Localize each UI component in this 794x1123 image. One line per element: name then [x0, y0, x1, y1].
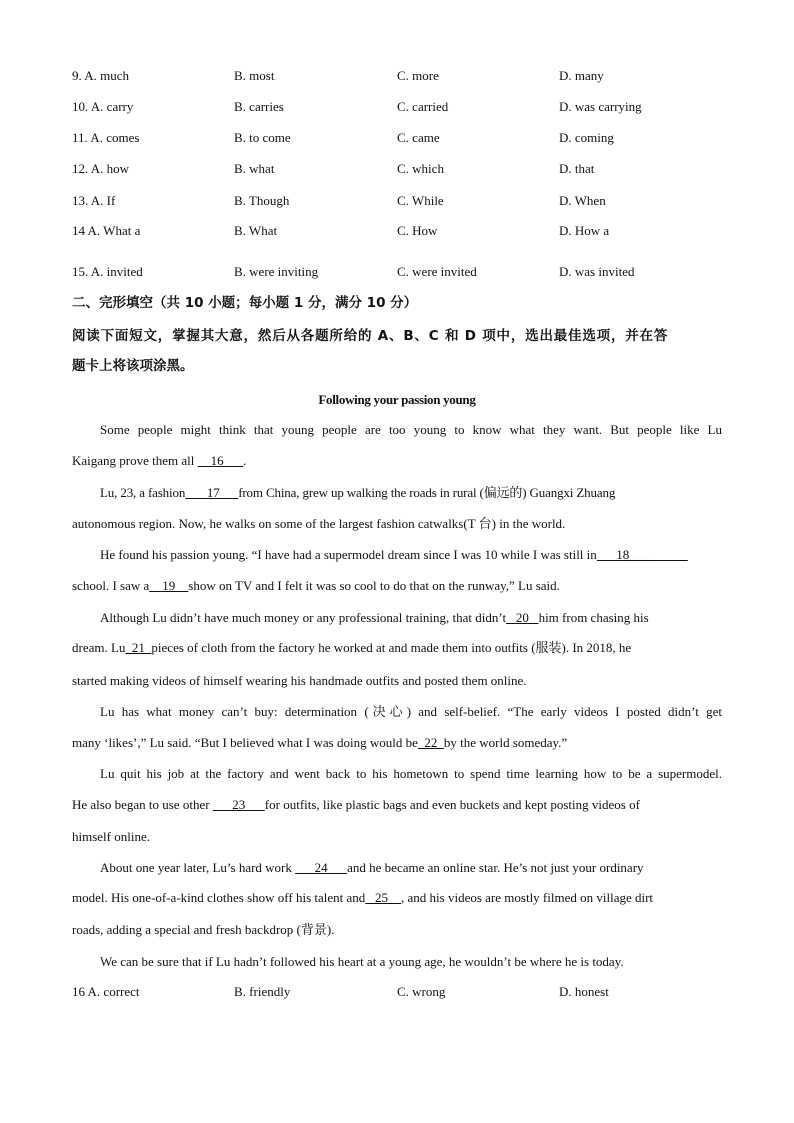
text: Kaigang prove them all — [72, 453, 198, 468]
blank-17: 17 — [185, 485, 239, 500]
option-c: C. While — [397, 193, 444, 208]
option-b: B. What — [234, 223, 278, 238]
passage-title: Following your passion young — [318, 392, 476, 407]
text: model. His one-of-a-kind clothes show off his talent and — [72, 890, 366, 905]
section-instruction-line-1: 阅读下面短文，掌握其大意，然后从各题所给的 A、B、C 和 D 项中，选出最佳选项，并在答 — [72, 328, 669, 344]
blank-23: 23 — [212, 797, 265, 812]
paragraph-7-line-2 — [72, 887, 722, 909]
option-a: 14 A. What a — [72, 223, 141, 238]
option-c: C. How — [397, 223, 438, 238]
option-c: C. came — [397, 130, 440, 145]
option-a: 16 A. correct — [72, 984, 140, 999]
text: him from chasing his — [538, 610, 649, 625]
paragraph-6-line-1: Lu quit his job at the factory and went back to his hometown to spend time learning how to be a supermodel. — [100, 766, 722, 781]
text: from China, grew up walking the roads in rural (偏远的) Guangxi Zhuang — [238, 485, 616, 500]
option-c: C. were invited — [397, 264, 477, 279]
blank-19: 19 — [149, 578, 189, 593]
blank-25: 25 — [365, 890, 402, 905]
question-12-options — [0, 159, 794, 179]
paragraph-3-line-2 — [72, 575, 722, 597]
text: and he became an online star. He’s not just your ordinary — [347, 860, 644, 875]
paragraph-4-line-3: started making videos of himself wearing his handmade outfits and posted them online. — [72, 673, 527, 688]
paragraph-1-line-2 — [72, 450, 722, 472]
paragraph-7-line-3: roads, adding a special and fresh backdrop (背景). — [72, 922, 335, 937]
text: , and his videos are mostly filmed on village dirt — [401, 890, 654, 905]
option-d: D. How a — [559, 223, 610, 238]
paragraph-1-line-1: Some people might think that young people are too young to know what they want. But people like Lu — [100, 422, 722, 437]
text: About one year later, Lu’s hard work — [100, 860, 296, 875]
blank-22: 22 — [417, 735, 444, 750]
text: show on TV and I felt it was so cool to do that on the runway,” Lu said. — [188, 578, 560, 593]
option-b: B. most — [234, 68, 275, 83]
blank-21: 21 — [125, 640, 152, 655]
paragraph-3-line-1 — [100, 544, 794, 566]
option-b: B. carries — [234, 99, 284, 114]
option-c: C. more — [397, 68, 439, 83]
paragraph-5-line-2 — [72, 732, 722, 754]
paragraph-8-line-1: We can be sure that if Lu hadn’t followed his heart at a young age, he wouldn’t be where he is today. — [100, 954, 624, 969]
text: He found his passion young. “I have had a supermodel dream since I was 10 while I was still in — [100, 547, 597, 562]
text: He also began to use other — [72, 797, 213, 812]
option-a: 15. A. invited — [72, 264, 143, 279]
option-d: D. When — [559, 193, 606, 208]
text: dream. Lu — [72, 640, 126, 655]
text: Although Lu didn’t have much money or any professional training, that didn’t — [100, 610, 507, 625]
option-a: 9. A. much — [72, 68, 130, 83]
question-13-options — [0, 191, 794, 211]
option-d: D. was carrying — [559, 99, 642, 114]
option-d: D. many — [559, 68, 604, 83]
option-d: D. that — [559, 161, 595, 176]
option-a: 12. A. how — [72, 161, 130, 176]
paragraph-6-line-2 — [72, 794, 722, 816]
text: pieces of cloth from the factory he worked at and made them into outfits (服装). In 2018, he — [151, 640, 632, 655]
question-10-options — [0, 97, 794, 117]
text: school. I saw a — [72, 578, 150, 593]
option-a: 11. A. comes — [72, 130, 140, 145]
option-c: C. which — [397, 161, 444, 176]
option-b: B. what — [234, 161, 275, 176]
option-d: D. coming — [559, 130, 614, 145]
section-instruction-line-2: 题卡上将该项涂黑。 — [72, 358, 194, 374]
paragraph-7-line-1 — [100, 857, 722, 879]
blank-18: 18___ — [596, 547, 688, 562]
option-c: C. wrong — [397, 984, 446, 999]
option-b: B. friendly — [234, 984, 291, 999]
paragraph-4-line-2 — [72, 637, 722, 659]
text: for outfits, like plastic bags and even buckets and kept posting videos of — [264, 797, 640, 812]
question-9-options — [0, 66, 794, 86]
question-16-options — [0, 982, 794, 1002]
paragraph-4-line-1 — [100, 607, 722, 629]
option-a: 13. A. If — [72, 193, 116, 208]
question-11-options — [0, 128, 794, 148]
question-14-options — [0, 221, 794, 241]
text: Lu, 23, a fashion — [100, 485, 186, 500]
option-b: B. Though — [234, 193, 290, 208]
option-b: B. were inviting — [234, 264, 319, 279]
option-d: D. was invited — [559, 264, 635, 279]
section-heading: 二、完形填空（共 10 小题；每小题 1 分，满分 10 分） — [72, 295, 418, 311]
paragraph-2-line-1 — [100, 482, 722, 504]
paragraph-6-line-3: himself online. — [72, 829, 150, 844]
blank-24: 24 — [295, 860, 348, 875]
question-15-options — [0, 262, 794, 282]
text: many ‘likes’,” Lu said. “But I believed what I was doing would be — [72, 735, 418, 750]
text: . — [243, 453, 247, 468]
option-a: 10. A. carry — [72, 99, 134, 114]
paragraph-5-line-1: Lu has what money can’t buy: determination (决心) and self-belief. “The early videos I posted didn’t get — [100, 704, 722, 719]
blank-16: 16 — [197, 453, 244, 468]
text: by the world someday.” — [443, 735, 568, 750]
option-c: C. carried — [397, 99, 449, 114]
option-d: D. honest — [559, 984, 609, 999]
paragraph-2-line-2: autonomous region. Now, he walks on some of the largest fashion catwalks(T 台) in the world. — [72, 516, 566, 531]
option-b: B. to come — [234, 130, 291, 145]
blank-20: 20 — [506, 610, 539, 625]
